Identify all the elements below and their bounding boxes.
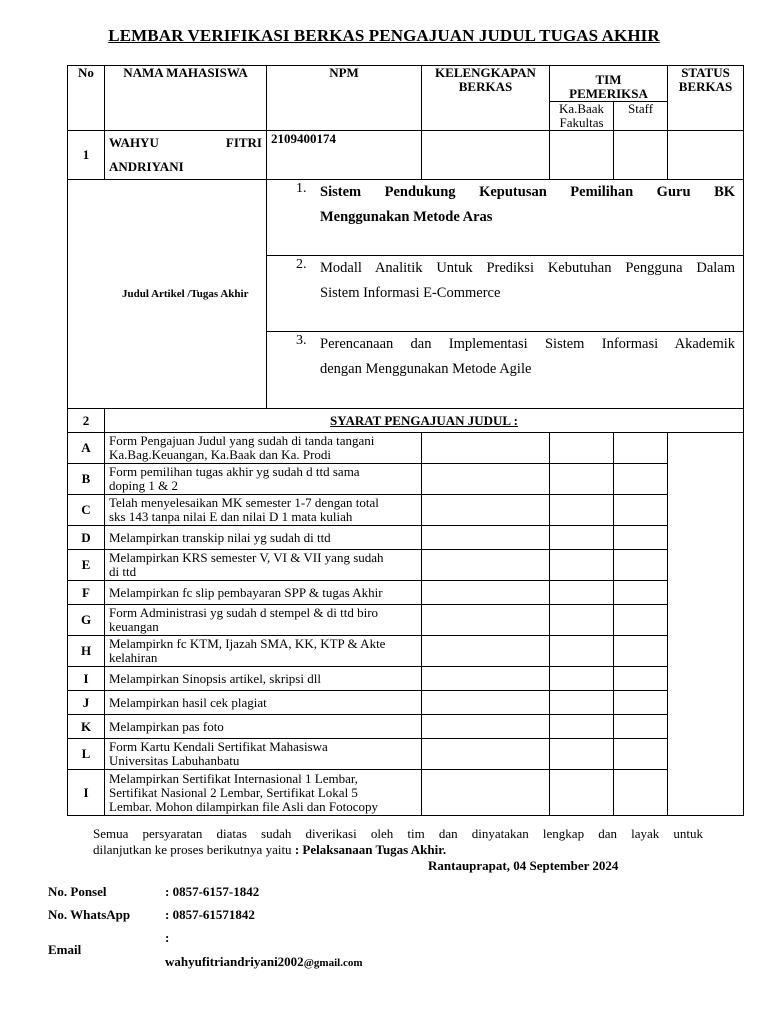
title-item-1 — [267, 180, 743, 256]
req-text — [105, 636, 422, 667]
student-name — [105, 131, 267, 180]
section2-label: SYARAT PENGAJUAN JUDUL : — [105, 409, 744, 433]
header-tim-line1: TIM — [595, 72, 622, 87]
req-staff — [614, 526, 668, 550]
req-staff — [614, 605, 668, 636]
email-value — [165, 954, 363, 970]
title-1-number: 1. — [296, 181, 307, 196]
req-kabaak — [550, 550, 614, 581]
req-text — [105, 581, 422, 605]
req-kabaak — [550, 691, 614, 715]
req-line: Melampirkn fc KTM, Ijazah SMA, KK, KTP & Akte — [109, 636, 386, 651]
req-staff — [614, 667, 668, 691]
place-date: Rantauprapat, 04 September 2024 — [428, 858, 619, 873]
req-line: Melampirkan Sertifikat Internasional 1 Lembar, — [109, 770, 358, 786]
req-text — [105, 667, 422, 691]
header-kabaak-line1: Ka.Baak — [558, 101, 605, 116]
req-line: Ka.Bag.Keuangan, Ka.Baak dan Ka. Prodi — [109, 447, 332, 462]
req-line: Melampirkan transkip nilai yg sudah di ttd — [109, 529, 331, 545]
header-kelengkapan-line1: KELENGKAPAN — [435, 65, 536, 80]
req-letter: I — [68, 770, 105, 816]
req-text — [105, 770, 422, 816]
req-line: Telah menyelesaikan MK semester 1-7 dengan total — [109, 495, 379, 510]
req-letter: K — [68, 715, 105, 739]
student-kelengkapan — [422, 131, 550, 180]
req-kelengkapan — [422, 550, 550, 581]
req-line: Form Administrasi yg sudah d stempel & di ttd biro — [109, 605, 379, 620]
note-line2: dilanjutkan ke proses berikutnya yaitu — [93, 842, 295, 857]
req-letter: C — [68, 495, 105, 526]
req-kelengkapan — [422, 433, 550, 464]
email-label: Email — [48, 942, 82, 957]
title-2-line2: Sistem Informasi E-Commerce — [320, 285, 501, 301]
req-kabaak — [550, 739, 614, 770]
req-letter: I — [68, 667, 105, 691]
titles-label: Judul Artikel /Tugas Akhir — [105, 180, 267, 409]
req-line: Lembar. Mohon dilampirkan file Asli dan Fotocopy — [109, 798, 378, 814]
req-line: Form Kartu Kendali Sertifikat Mahasiswa — [109, 739, 328, 754]
header-tim-pemeriksa — [550, 66, 668, 102]
req-text — [105, 464, 422, 495]
req-staff — [614, 770, 668, 816]
req-kabaak — [550, 667, 614, 691]
req-kelengkapan — [422, 526, 550, 550]
title-3-line2: dengan Menggunakan Metode Agile — [320, 361, 532, 377]
header-staff: Staff — [614, 102, 668, 131]
req-letter: B — [68, 464, 105, 495]
req-letter: J — [68, 691, 105, 715]
req-kelengkapan — [422, 770, 550, 816]
req-staff — [614, 691, 668, 715]
req-kelengkapan — [422, 739, 550, 770]
student-status — [668, 131, 744, 180]
title-item-3 — [267, 332, 743, 408]
req-staff — [614, 581, 668, 605]
req-text — [105, 691, 422, 715]
title-1-line1: Sistem Pendukung Keputusan Pemilihan Guru BK — [320, 184, 736, 200]
req-kelengkapan — [422, 636, 550, 667]
req-line: Melampirkan KRS semester V, VI & VII yang sudah — [109, 550, 384, 565]
req-text — [105, 715, 422, 739]
req-kelengkapan — [422, 667, 550, 691]
ponsel-value: : 0857-6157-1842 — [165, 884, 260, 899]
title-3-line1: Perencanaan dan Implementasi Sistem Informasi Akademik — [320, 336, 736, 352]
title-1-line2: Menggunakan Metode Aras — [320, 209, 493, 225]
email-domain: @gmail.com — [303, 957, 363, 969]
req-line: doping 1 & 2 — [109, 478, 178, 493]
req-kelengkapan — [422, 581, 550, 605]
req-staff — [614, 636, 668, 667]
student-name-middle: FITRI — [225, 135, 262, 150]
document-title: LEMBAR VERIFIKASI BERKAS PENGAJUAN JUDUL TUGAS AKHIR — [108, 26, 660, 45]
req-letter: L — [68, 739, 105, 770]
header-kelengkapan-line2: BERKAS — [458, 79, 513, 94]
req-letter: G — [68, 605, 105, 636]
req-kabaak — [550, 464, 614, 495]
req-line: sks 143 tanpa nilai E dan nilai D 1 mata kuliah — [109, 509, 353, 524]
req-line: di ttd — [109, 564, 137, 579]
req-text — [105, 550, 422, 581]
email-colon: : — [165, 930, 170, 945]
header-kabaak — [550, 102, 614, 131]
header-npm: NPM — [267, 66, 422, 131]
section2-no: 2 — [68, 409, 105, 433]
student-npm: 2109400174 — [267, 131, 422, 180]
title-3-number: 3. — [296, 333, 307, 348]
req-kabaak — [550, 636, 614, 667]
req-line: kelahiran — [109, 650, 158, 665]
req-staff — [614, 739, 668, 770]
req-line: Melampirkan Sinopsis artikel, skripsi dll — [109, 670, 321, 686]
req-kabaak — [550, 526, 614, 550]
title-2-line1: Modall Analitik Untuk Prediksi Kebutuhan Pengguna Dalam — [320, 260, 736, 276]
req-staff — [614, 464, 668, 495]
req-letter: A — [68, 433, 105, 464]
student-name-last: ANDRIYANI — [109, 159, 184, 174]
student-kabaak — [550, 131, 614, 180]
header-nama: NAMA MAHASISWA — [105, 66, 267, 131]
req-line: Melampirkan fc slip pembayaran SPP & tugas Akhir — [109, 584, 383, 600]
req-line: Sertifikat Nasional 2 Lembar, Sertifikat Lokal 5 — [109, 784, 358, 800]
email-user: wahyufitriandriyani2002 — [165, 954, 304, 969]
header-kabaak-line2: Fakultas — [559, 115, 604, 130]
req-staff — [614, 433, 668, 464]
req-kelengkapan — [422, 691, 550, 715]
note-line1: Semua persyaratan diatas sudah diverikasi oleh tim dan dinyatakan lengkap dan layak untuk — [93, 826, 703, 841]
title-item-2 — [267, 256, 743, 332]
req-line: Universitas Labuhanbatu — [109, 753, 240, 768]
req-line: Form Pengajuan Judul yang sudah di tanda tangani — [109, 433, 375, 448]
header-no: No — [68, 66, 105, 131]
req-kabaak — [550, 605, 614, 636]
req-staff — [614, 495, 668, 526]
req-kelengkapan — [422, 495, 550, 526]
titles-no-cell — [68, 180, 105, 409]
req-line: Melampirkan hasil cek plagiat — [109, 694, 267, 710]
req-kelengkapan — [422, 464, 550, 495]
req-kelengkapan — [422, 605, 550, 636]
student-no: 1 — [68, 131, 105, 180]
header-status — [668, 66, 744, 131]
req-kabaak — [550, 433, 614, 464]
req-line: Form pemilihan tugas akhir yg sudah d ttd sama — [109, 464, 360, 479]
req-text — [105, 526, 422, 550]
req-status-merged — [668, 433, 744, 816]
req-kabaak — [550, 770, 614, 816]
note-next-step: : Pelaksanaan Tugas Akhir. — [294, 842, 447, 857]
ponsel-label: No. Ponsel — [48, 884, 107, 899]
verification-table — [67, 65, 744, 816]
req-kabaak — [550, 495, 614, 526]
req-kabaak — [550, 581, 614, 605]
verification-note — [93, 826, 703, 858]
req-letter: D — [68, 526, 105, 550]
header-kelengkapan — [422, 66, 550, 131]
req-text — [105, 495, 422, 526]
req-text — [105, 605, 422, 636]
req-kelengkapan — [422, 715, 550, 739]
student-staff — [614, 131, 668, 180]
req-letter: H — [68, 636, 105, 667]
req-kabaak — [550, 715, 614, 739]
whatsapp-label: No. WhatsApp — [48, 907, 131, 922]
whatsapp-value: : 0857-61571842 — [165, 907, 255, 922]
req-staff — [614, 550, 668, 581]
req-line: Melampirkan pas foto — [109, 718, 224, 734]
req-text — [105, 739, 422, 770]
header-status-line2: BERKAS — [678, 79, 733, 94]
req-letter: E — [68, 550, 105, 581]
student-name-first: WAHYU — [109, 135, 159, 150]
titles-list — [267, 180, 744, 409]
req-staff — [614, 715, 668, 739]
req-letter: F — [68, 581, 105, 605]
header-tim-line2: PEMERIKSA — [569, 86, 648, 101]
header-status-line1: STATUS — [681, 65, 730, 80]
title-2-number: 2. — [296, 257, 307, 272]
req-text — [105, 433, 422, 464]
req-line: keuangan — [109, 619, 159, 634]
